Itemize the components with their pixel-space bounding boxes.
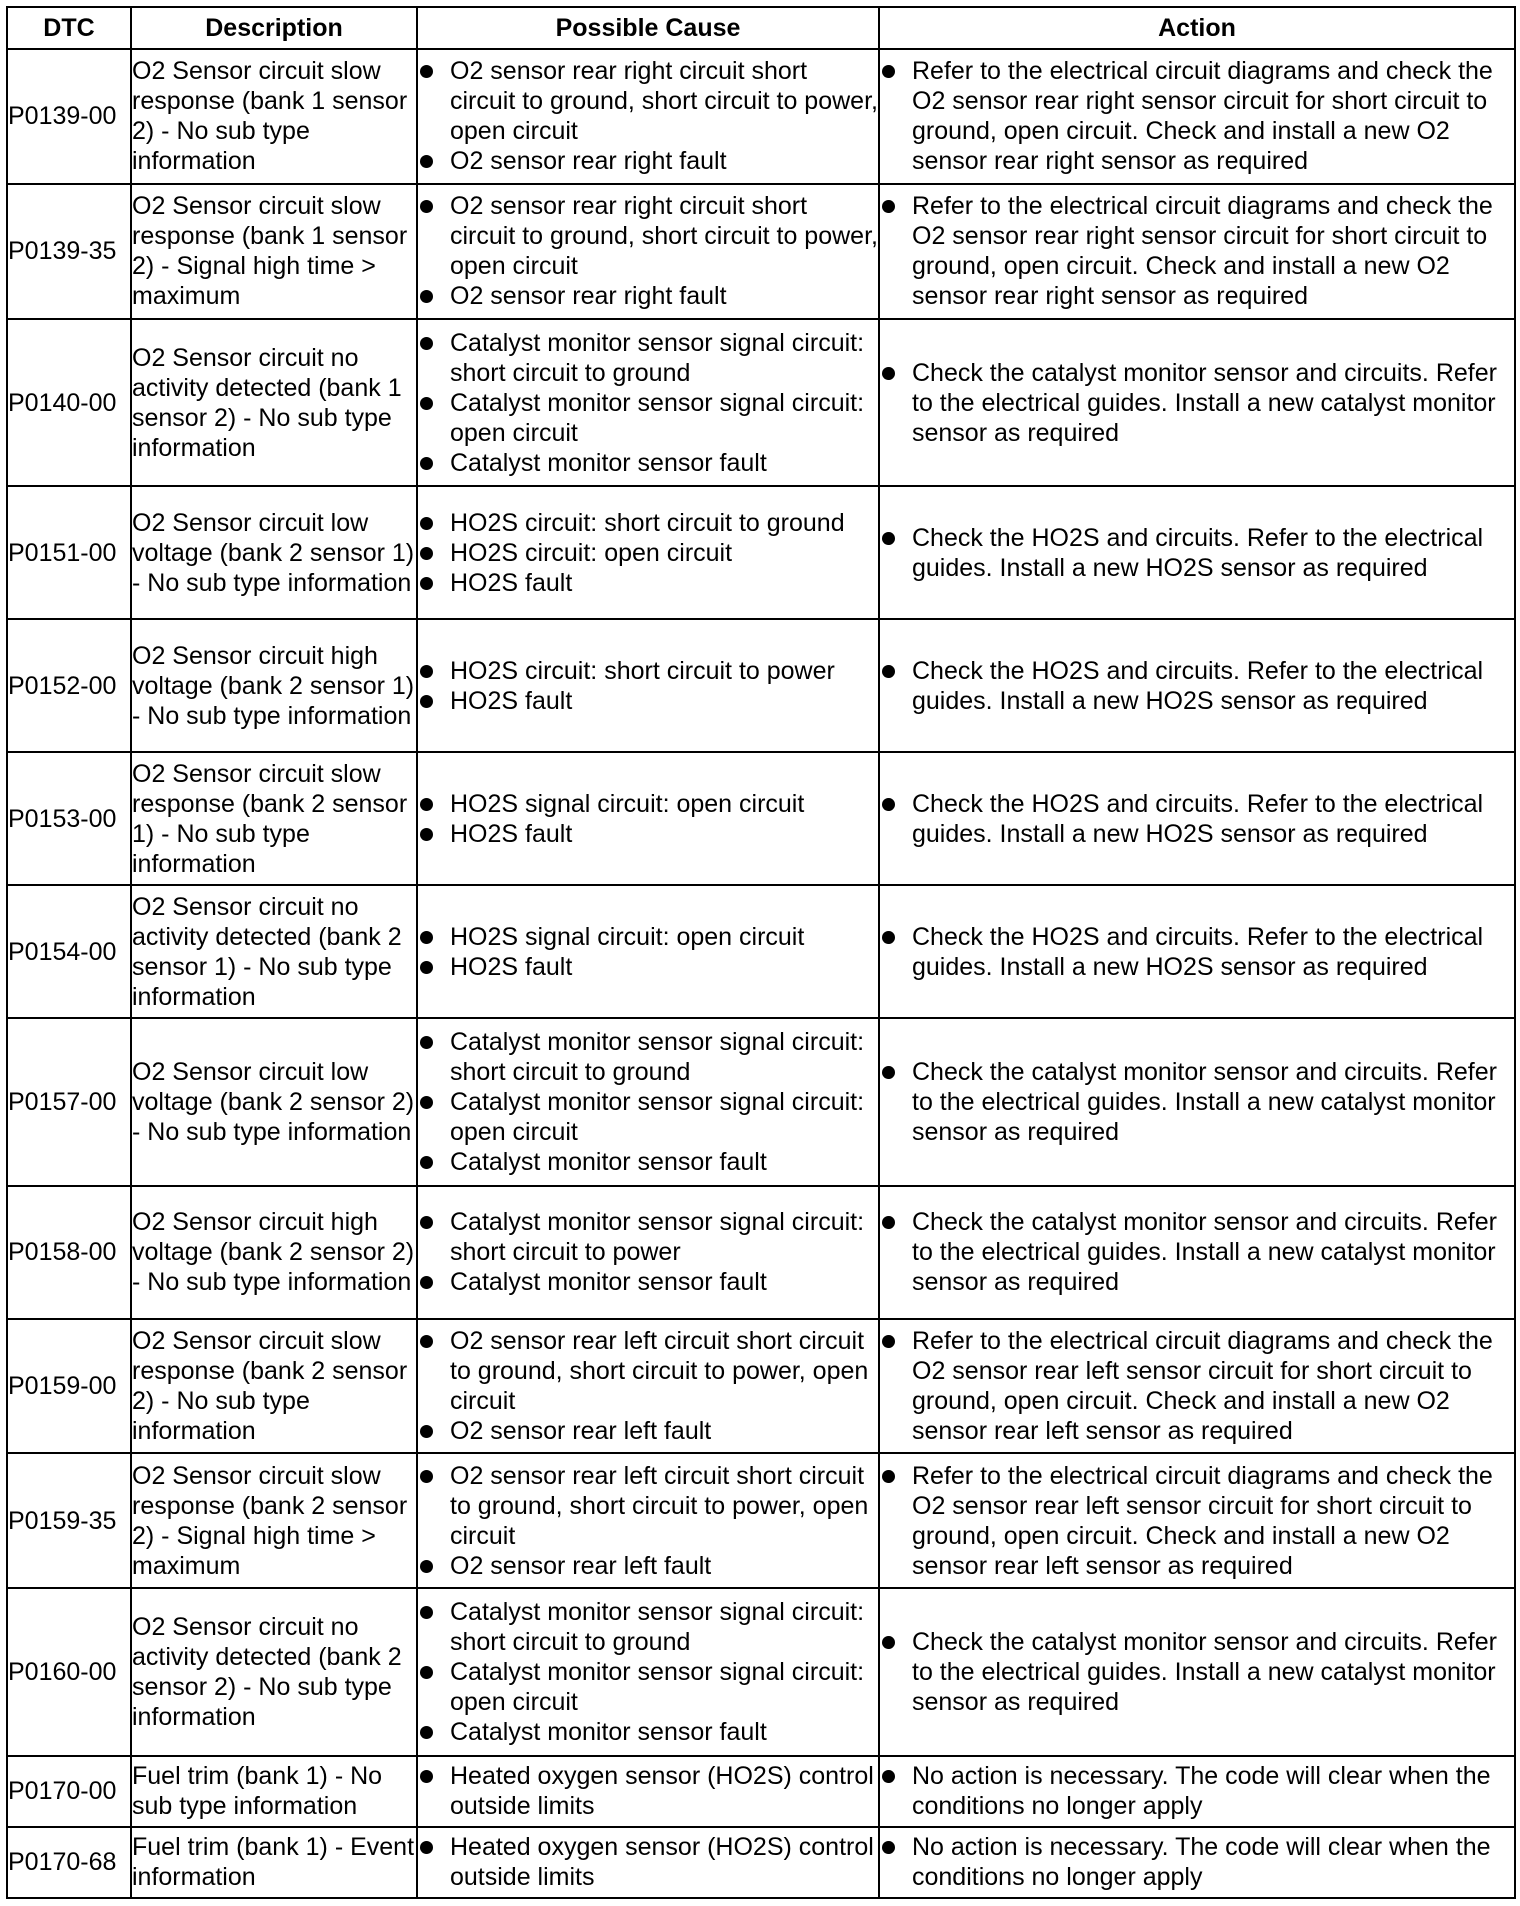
actions-list [880, 656, 1514, 716]
actions-list [880, 358, 1514, 448]
header-dtc: DTC [7, 7, 131, 49]
actions-list [880, 789, 1514, 849]
actions [879, 1319, 1515, 1454]
possible-causes-list [418, 1832, 878, 1892]
cause-item: Catalyst monitor sensor signal circuit: open circuit [418, 1087, 878, 1147]
actions-list [880, 1832, 1514, 1892]
action-item: Check the HO2S and circuits. Refer to the electrical guides. Install a new HO2S sensor as required [880, 656, 1514, 716]
cause-item: O2 sensor rear right circuit short circuit to ground, short circuit to power, open circuit [418, 191, 878, 281]
table-row [7, 1018, 1515, 1185]
cause-item: O2 sensor rear left fault [418, 1416, 878, 1446]
actions-list [880, 1207, 1514, 1297]
action-item: Check the catalyst monitor sensor and circuits. Refer to the electrical guides. Install a new catalyst monitor sensor as required [880, 1207, 1514, 1297]
table-row [7, 1756, 1515, 1827]
possible-causes-list [418, 328, 878, 478]
action-item: Check the HO2S and circuits. Refer to the electrical guides. Install a new HO2S sensor as required [880, 523, 1514, 583]
actions [879, 885, 1515, 1018]
possible-causes [417, 1756, 879, 1827]
cause-item: HO2S circuit: open circuit [418, 538, 878, 568]
cause-item: Catalyst monitor sensor fault [418, 448, 878, 478]
actions-list [880, 1461, 1514, 1581]
cause-item: Catalyst monitor sensor signal circuit: open circuit [418, 1657, 878, 1717]
actions [879, 319, 1515, 486]
header-row [7, 7, 1515, 49]
actions-list [880, 1057, 1514, 1147]
cause-item: HO2S fault [418, 686, 878, 716]
dtc-description: O2 Sensor circuit high voltage (bank 2 sensor 1) - No sub type information [131, 619, 417, 752]
header-description: Description [131, 7, 417, 49]
dtc-code: P0159-00 [7, 1319, 131, 1454]
action-item: No action is necessary. The code will clear when the conditions no longer apply [880, 1832, 1514, 1892]
cause-item: O2 sensor rear right circuit short circuit to ground, short circuit to power, open circuit [418, 56, 878, 146]
dtc-description: O2 Sensor circuit slow response (bank 1 sensor 2) - No sub type information [131, 49, 417, 184]
cause-item: HO2S fault [418, 568, 878, 598]
possible-causes-list [418, 1027, 878, 1177]
dtc-description: O2 Sensor circuit slow response (bank 2 sensor 1) - No sub type information [131, 752, 417, 885]
dtc-table [6, 6, 1516, 1899]
possible-causes-list [418, 1597, 878, 1747]
possible-causes [417, 1827, 879, 1898]
cause-item: O2 sensor rear right fault [418, 146, 878, 176]
dtc-code: P0158-00 [7, 1186, 131, 1319]
table-row [7, 1453, 1515, 1588]
possible-causes [417, 1186, 879, 1319]
dtc-description: O2 Sensor circuit low voltage (bank 2 sensor 2) - No sub type information [131, 1018, 417, 1185]
cause-item: O2 sensor rear left circuit short circuit to ground, short circuit to power, open circuit [418, 1461, 878, 1551]
dtc-code: P0151-00 [7, 486, 131, 619]
dtc-description: O2 Sensor circuit slow response (bank 2 sensor 2) - Signal high time > maximum [131, 1453, 417, 1588]
cause-item: Catalyst monitor sensor signal circuit: open circuit [418, 388, 878, 448]
possible-causes [417, 619, 879, 752]
table-body [7, 49, 1515, 1898]
actions [879, 619, 1515, 752]
actions-list [880, 1627, 1514, 1717]
cause-item: HO2S fault [418, 819, 878, 849]
actions-list [880, 1761, 1514, 1821]
dtc-description: O2 Sensor circuit no activity detected (bank 2 sensor 1) - No sub type information [131, 885, 417, 1018]
dtc-code: P0140-00 [7, 319, 131, 486]
dtc-code: P0159-35 [7, 1453, 131, 1588]
action-item: Refer to the electrical circuit diagrams and check the O2 sensor rear left sensor circuit for short circuit to ground, open circuit. Check and install a new O2 sensor rear left sensor as required [880, 1461, 1514, 1581]
dtc-description: O2 Sensor circuit high voltage (bank 2 sensor 2) - No sub type information [131, 1186, 417, 1319]
table-row [7, 1186, 1515, 1319]
dtc-code: P0170-00 [7, 1756, 131, 1827]
dtc-description: O2 Sensor circuit no activity detected (bank 2 sensor 2) - No sub type information [131, 1588, 417, 1755]
actions [879, 1756, 1515, 1827]
cause-item: O2 sensor rear right fault [418, 281, 878, 311]
table-row [7, 184, 1515, 319]
action-item: Refer to the electrical circuit diagrams and check the O2 sensor rear right sensor circuit for short circuit to ground, open circuit. Check and install a new O2 sensor rear right sensor as required [880, 191, 1514, 311]
table-row [7, 486, 1515, 619]
cause-item: Heated oxygen sensor (HO2S) control outside limits [418, 1761, 878, 1821]
actions-list [880, 191, 1514, 311]
cause-item: Catalyst monitor sensor fault [418, 1267, 878, 1297]
action-item: Check the catalyst monitor sensor and circuits. Refer to the electrical guides. Install a new catalyst monitor sensor as required [880, 1057, 1514, 1147]
cause-item: Catalyst monitor sensor signal circuit: short circuit to ground [418, 328, 878, 388]
dtc-code: P0139-00 [7, 49, 131, 184]
possible-causes [417, 49, 879, 184]
possible-causes-list [418, 656, 878, 716]
cause-item: HO2S circuit: short circuit to ground [418, 508, 878, 538]
actions [879, 184, 1515, 319]
actions-list [880, 922, 1514, 982]
header-action: Action [879, 7, 1515, 49]
actions [879, 486, 1515, 619]
dtc-code: P0160-00 [7, 1588, 131, 1755]
possible-causes-list [418, 508, 878, 598]
actions [879, 752, 1515, 885]
possible-causes-list [418, 191, 878, 311]
action-item: Check the catalyst monitor sensor and circuits. Refer to the electrical guides. Install a new catalyst monitor sensor as required [880, 358, 1514, 448]
possible-causes [417, 184, 879, 319]
actions [879, 1186, 1515, 1319]
dtc-code: P0154-00 [7, 885, 131, 1018]
dtc-description: Fuel trim (bank 1) - Event information [131, 1827, 417, 1898]
header-possible-cause: Possible Cause [417, 7, 879, 49]
actions [879, 1588, 1515, 1755]
cause-item: O2 sensor rear left fault [418, 1551, 878, 1581]
table-row [7, 1588, 1515, 1755]
cause-item: Catalyst monitor sensor signal circuit: short circuit to power [418, 1207, 878, 1267]
cause-item: HO2S signal circuit: open circuit [418, 922, 878, 952]
dtc-description: O2 Sensor circuit slow response (bank 1 sensor 2) - Signal high time > maximum [131, 184, 417, 319]
table-row [7, 752, 1515, 885]
dtc-description: Fuel trim (bank 1) - No sub type information [131, 1756, 417, 1827]
actions [879, 1827, 1515, 1898]
dtc-description: O2 Sensor circuit no activity detected (bank 1 sensor 2) - No sub type information [131, 319, 417, 486]
possible-causes [417, 486, 879, 619]
actions [879, 1018, 1515, 1185]
table-row [7, 619, 1515, 752]
action-item: Check the catalyst monitor sensor and circuits. Refer to the electrical guides. Install a new catalyst monitor sensor as required [880, 1627, 1514, 1717]
cause-item: O2 sensor rear left circuit short circuit to ground, short circuit to power, open circuit [418, 1326, 878, 1416]
actions-list [880, 56, 1514, 176]
dtc-code: P0139-35 [7, 184, 131, 319]
possible-causes-list [418, 56, 878, 176]
cause-item: HO2S circuit: short circuit to power [418, 656, 878, 686]
dtc-description: O2 Sensor circuit low voltage (bank 2 sensor 1) - No sub type information [131, 486, 417, 619]
table-row [7, 885, 1515, 1018]
action-item: Refer to the electrical circuit diagrams and check the O2 sensor rear left sensor circuit for short circuit to ground, open circuit. Check and install a new O2 sensor rear left sensor as required [880, 1326, 1514, 1446]
possible-causes [417, 319, 879, 486]
dtc-code: P0170-68 [7, 1827, 131, 1898]
possible-causes-list [418, 1761, 878, 1821]
actions-list [880, 1326, 1514, 1446]
possible-causes-list [418, 1207, 878, 1297]
table-row [7, 1319, 1515, 1454]
action-item: Check the HO2S and circuits. Refer to the electrical guides. Install a new HO2S sensor as required [880, 789, 1514, 849]
possible-causes [417, 885, 879, 1018]
dtc-code: P0157-00 [7, 1018, 131, 1185]
cause-item: HO2S signal circuit: open circuit [418, 789, 878, 819]
dtc-description: O2 Sensor circuit slow response (bank 2 sensor 2) - No sub type information [131, 1319, 417, 1454]
cause-item: HO2S fault [418, 952, 878, 982]
possible-causes-list [418, 1461, 878, 1581]
possible-causes [417, 1453, 879, 1588]
dtc-code: P0153-00 [7, 752, 131, 885]
table-row [7, 319, 1515, 486]
cause-item: Catalyst monitor sensor signal circuit: short circuit to ground [418, 1597, 878, 1657]
actions-list [880, 523, 1514, 583]
possible-causes [417, 1588, 879, 1755]
action-item: Check the HO2S and circuits. Refer to the electrical guides. Install a new HO2S sensor as required [880, 922, 1514, 982]
possible-causes [417, 752, 879, 885]
actions [879, 1453, 1515, 1588]
cause-item: Catalyst monitor sensor fault [418, 1717, 878, 1747]
cause-item: Catalyst monitor sensor signal circuit: short circuit to ground [418, 1027, 878, 1087]
possible-causes [417, 1018, 879, 1185]
table-row [7, 1827, 1515, 1898]
possible-causes-list [418, 1326, 878, 1446]
possible-causes-list [418, 789, 878, 849]
cause-item: Catalyst monitor sensor fault [418, 1147, 878, 1177]
possible-causes [417, 1319, 879, 1454]
dtc-code: P0152-00 [7, 619, 131, 752]
action-item: Refer to the electrical circuit diagrams and check the O2 sensor rear right sensor circuit for short circuit to ground, open circuit. Check and install a new O2 sensor rear right sensor as required [880, 56, 1514, 176]
possible-causes-list [418, 922, 878, 982]
action-item: No action is necessary. The code will clear when the conditions no longer apply [880, 1761, 1514, 1821]
table-row [7, 49, 1515, 184]
cause-item: Heated oxygen sensor (HO2S) control outside limits [418, 1832, 878, 1892]
actions [879, 49, 1515, 184]
